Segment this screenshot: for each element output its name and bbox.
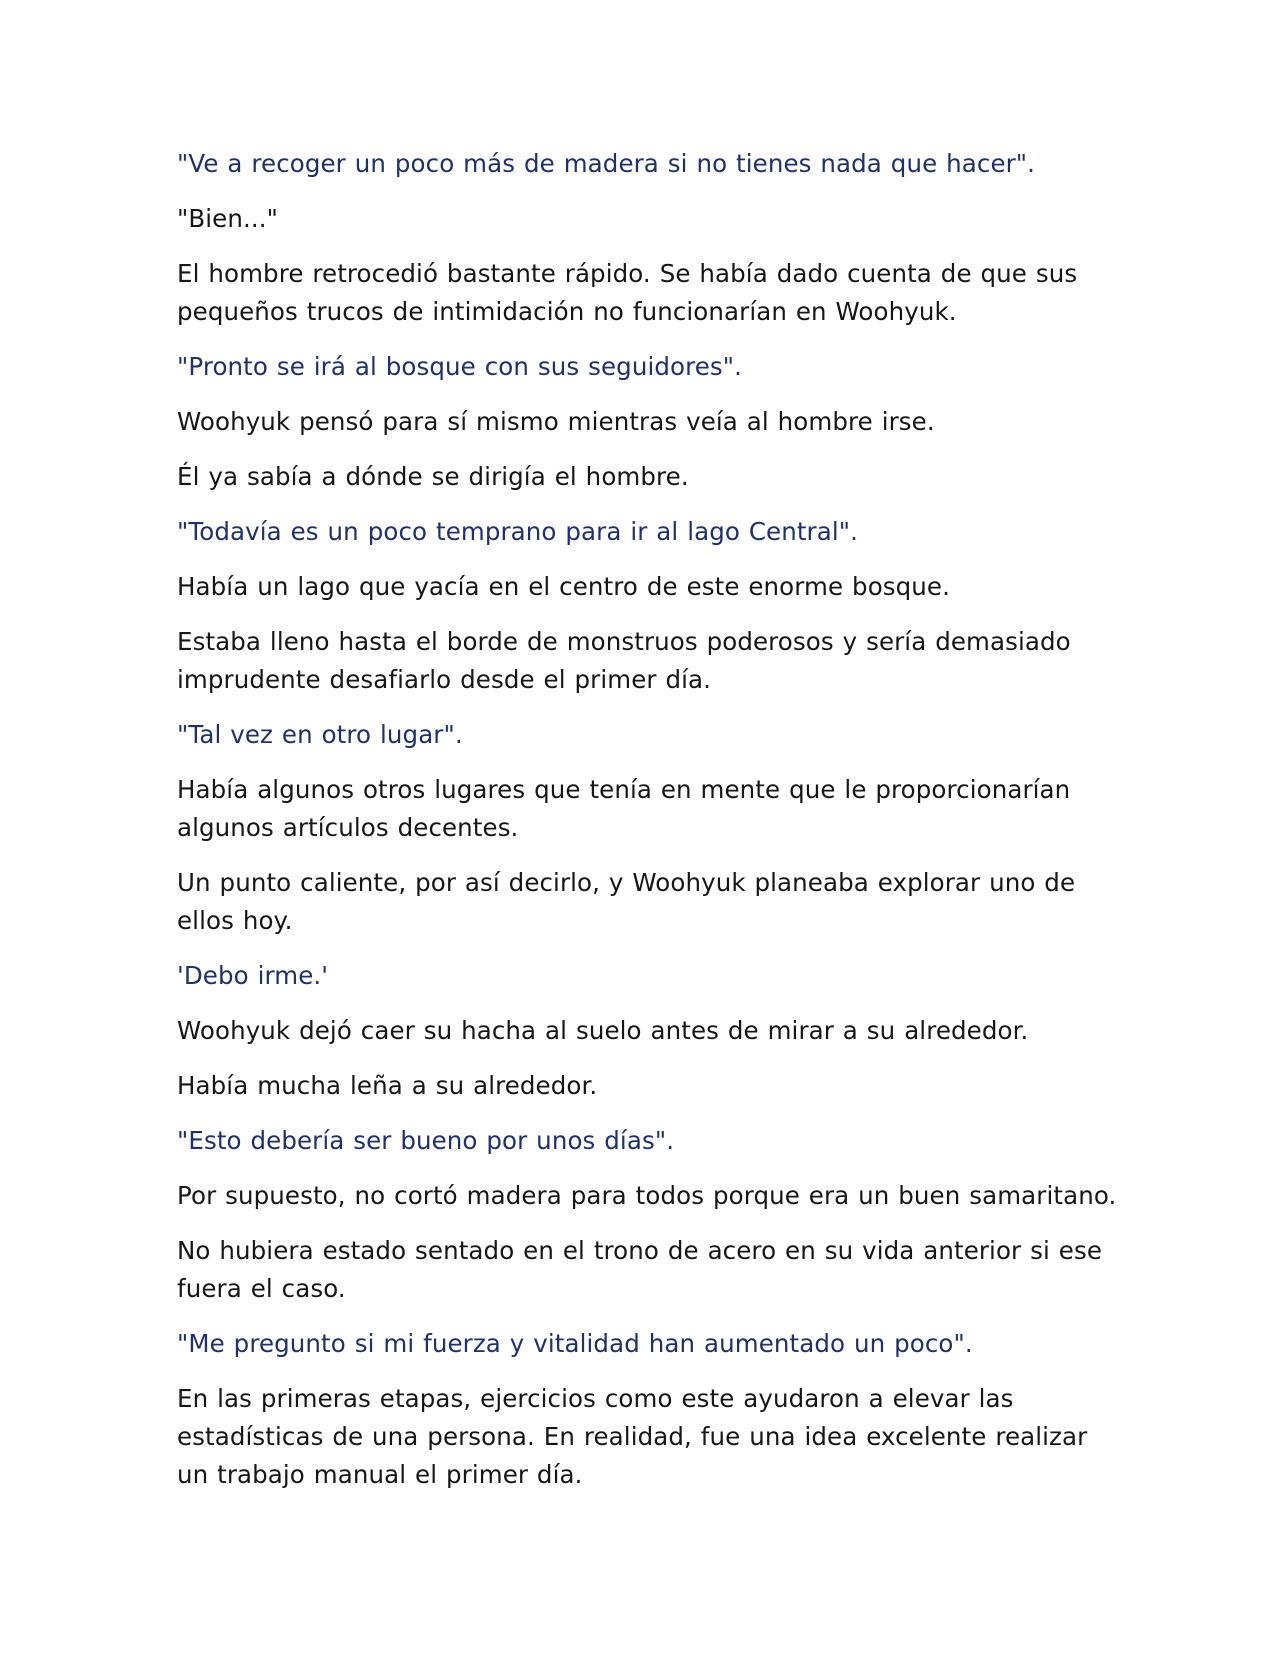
narration-paragraph: Woohyuk pensó para sí mismo mientras veía al hombre irse. xyxy=(177,407,935,436)
narration-paragraph: En las primeras etapas, ejercicios como este ayudaron a elevar las estadísticas de una persona. En realidad, fue una idea excelente realizar un trabajo manual el primer día. xyxy=(177,1384,1088,1489)
dialogue-paragraph: "Esto debería ser bueno por unos días". xyxy=(177,1126,675,1155)
thought-paragraph: 'Debo irme.' xyxy=(177,961,329,990)
narration-paragraph: Había algunos otros lugares que tenía en mente que le proporcionarían algunos artículos decentes. xyxy=(177,775,1071,842)
narration-paragraph: Un punto caliente, por así decirlo, y Woohyuk planeaba explorar uno de ellos hoy. xyxy=(177,868,1076,935)
dialogue-paragraph: "Me pregunto si mi fuerza y vitalidad han aumentado un poco". xyxy=(177,1329,973,1358)
narration-paragraph: Había un lago que yacía en el centro de este enorme bosque. xyxy=(177,572,950,601)
dialogue-paragraph: "Ve a recoger un poco más de madera si no tienes nada que hacer". xyxy=(177,149,1036,178)
narration-paragraph: Había mucha leña a su alrededor. xyxy=(177,1071,598,1100)
narration-paragraph: Woohyuk dejó caer su hacha al suelo antes de mirar a su alrededor. xyxy=(177,1016,1029,1045)
narration-paragraph: Estaba lleno hasta el borde de monstruos poderosos y sería demasiado imprudente desafiarlo desde el primer día. xyxy=(177,627,1071,694)
narration-paragraph: Él ya sabía a dónde se dirigía el hombre. xyxy=(177,462,689,491)
dialogue-paragraph: "Tal vez en otro lugar". xyxy=(177,720,463,749)
dialogue-paragraph: "Pronto se irá al bosque con sus seguidores". xyxy=(177,352,743,381)
narration-paragraph: No hubiera estado sentado en el trono de acero en su vida anterior si ese fuera el caso. xyxy=(177,1236,1102,1303)
dialogue-paragraph: "Bien..." xyxy=(177,204,279,233)
dialogue-paragraph: "Todavía es un poco temprano para ir al lago Central". xyxy=(177,517,859,546)
narration-paragraph: El hombre retrocedió bastante rápido. Se había dado cuenta de que sus pequeños trucos de intimidación no funcionarían en Woohyuk. xyxy=(177,259,1078,326)
document-body xyxy=(177,145,1117,1511)
narration-paragraph: Por supuesto, no cortó madera para todos porque era un buen samaritano. xyxy=(177,1181,1117,1210)
